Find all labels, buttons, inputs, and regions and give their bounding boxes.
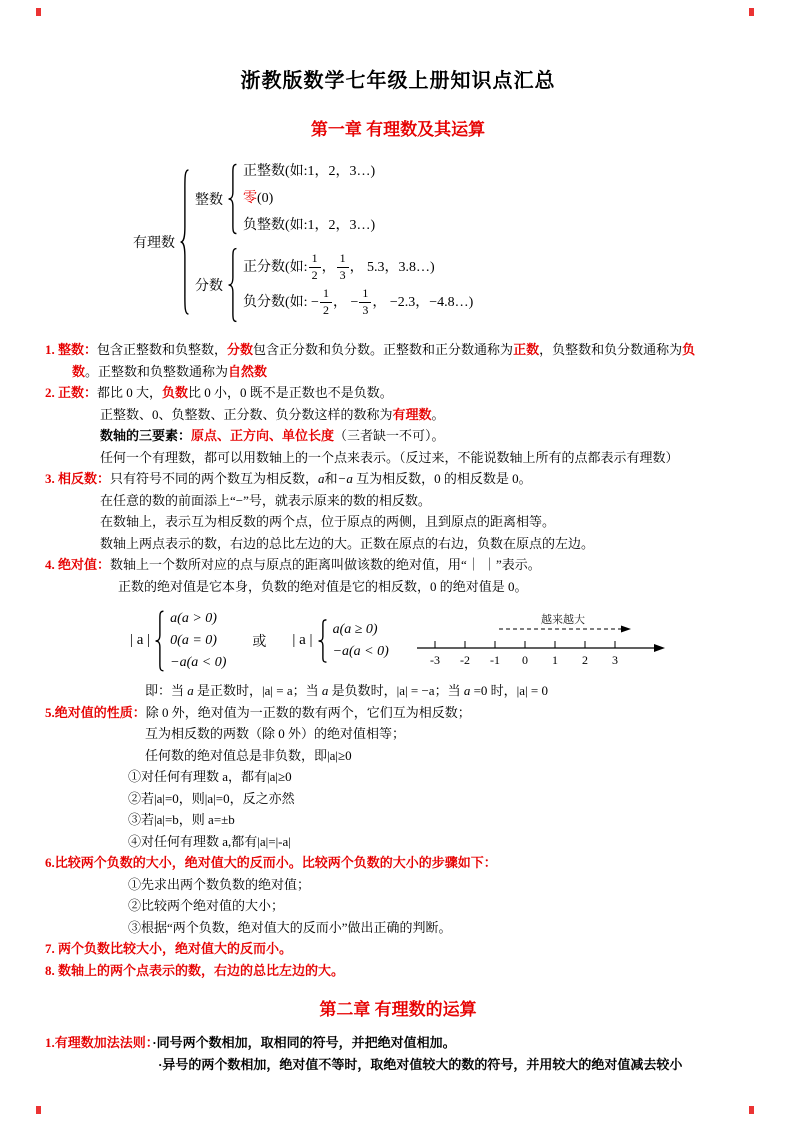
text-segment: ②比较两个绝对值的大小； xyxy=(128,898,285,913)
integer-group-label: 整数 xyxy=(195,192,223,208)
corner-mark xyxy=(749,1106,754,1114)
text-segment: 正数的绝对值是它本身，负数的绝对值是它的相反数，0 的绝对值是 0。 xyxy=(118,578,528,594)
text-segment: |a| = a xyxy=(262,683,293,698)
piecewise-case xyxy=(333,620,389,639)
text-segment: −a(a < 0) xyxy=(170,655,227,670)
text-segment: 负分数(如: − xyxy=(243,294,319,310)
text-segment: 8. 数轴上的两个点表示的数，右边的总比左边的大。 xyxy=(45,962,345,978)
text-segment: a xyxy=(463,683,471,698)
text-segment: ， − xyxy=(332,294,359,310)
text-segment: ④对任何有理数 a,都有|a|=|-a| xyxy=(128,833,291,849)
text-segment: （三者缺一不可）。 xyxy=(334,428,445,443)
number-line-figure xyxy=(415,612,667,670)
svg-text:-1: -1 xyxy=(489,652,500,667)
text-segment: 6.比较两个负数的大小，绝对值大的反而小。比较两个负数的大小的步骤如下： xyxy=(45,855,497,870)
text-segment: ；当 xyxy=(434,683,464,698)
diagram-item xyxy=(243,187,375,210)
curly-brace-icon xyxy=(154,610,165,672)
curly-brace-icon xyxy=(317,619,328,663)
fraction: $\frac{1}{3}$ xyxy=(337,252,349,283)
text-segment: a xyxy=(187,683,194,698)
corner-mark xyxy=(749,8,754,16)
text-line xyxy=(158,1054,751,1076)
text-line xyxy=(128,895,751,917)
text-line xyxy=(45,702,751,724)
classification-diagram xyxy=(133,160,751,323)
text-segment: 原点、正方向、单位长度 xyxy=(191,428,335,443)
diagram-item xyxy=(243,252,473,283)
diagram-root-label: 有理数 xyxy=(133,235,175,251)
text-line xyxy=(100,511,751,533)
piecewise-case xyxy=(170,653,226,672)
diagram-item xyxy=(243,160,375,183)
text-segment: 包含正整数和负整数， xyxy=(97,342,228,357)
text-segment: 自然数 xyxy=(228,363,268,379)
text-segment: |a| = 0 xyxy=(516,683,548,698)
text-segment: 正分数(如: xyxy=(243,260,308,276)
text-line xyxy=(45,554,751,576)
text-segment: −a xyxy=(337,471,353,486)
text-segment: a xyxy=(321,683,329,698)
knowledge-points-part-2 xyxy=(45,680,751,981)
chapter-1-heading: 第一章 有理数及其运算 xyxy=(310,120,486,139)
text-segment: 数轴上一个数所对应的点与原点的距离叫做该数的绝对值，用“｜ ｜”表示。 xyxy=(110,557,541,572)
text-segment: 0(a = 0) xyxy=(170,633,217,648)
text-line xyxy=(45,938,751,960)
text-line xyxy=(145,745,751,767)
text-segment: ①先求出两个数负数的绝对值； xyxy=(128,876,311,892)
text-segment: 负 xyxy=(682,342,696,357)
text-segment: a xyxy=(318,471,325,486)
svg-text:0: 0 xyxy=(521,652,528,667)
text-segment: 负数 xyxy=(162,385,189,400)
text-segment: 包含正分数和负分数。正整数和正分数通称为 xyxy=(253,342,514,357)
piecewise-case xyxy=(170,631,226,650)
diagram-item xyxy=(243,287,473,318)
text-segment: 在任意的数的前面添上“−”号，就表示原来的数的相反数。 xyxy=(100,492,431,508)
page-title: 浙教版数学七年级上册知识点汇总 xyxy=(240,70,556,92)
text-segment: 分数 xyxy=(227,342,254,357)
text-segment: 是负数时， xyxy=(328,683,397,698)
text-segment: 4. 绝对值： xyxy=(45,557,111,572)
fraction: $\frac{1}{2}$ xyxy=(320,287,332,318)
svg-text:3: 3 xyxy=(611,652,618,667)
text-line xyxy=(128,831,751,853)
text-segment: ②若|a|=0，则|a|=0，反之亦然 xyxy=(128,790,295,806)
text-line xyxy=(100,447,751,469)
text-segment: =0 时， xyxy=(470,683,517,698)
text-segment: 互为相反数的两数（除 0 外）的绝对值相等； xyxy=(145,726,406,741)
text-segment: 零 xyxy=(243,191,257,206)
corner-mark xyxy=(36,1106,41,1114)
text-segment: ③根据“两个负数，绝对值大的反而小”做出正确的判断。 xyxy=(128,919,452,935)
text-line xyxy=(45,339,751,361)
text-line xyxy=(145,723,751,745)
text-line xyxy=(100,533,751,555)
text-segment: ③若|a|=b，则 a=±b xyxy=(128,812,235,827)
text-line xyxy=(45,468,751,490)
text-segment: 正数 xyxy=(513,342,540,357)
text-segment: 数轴上两点表示的数，右边的总比左边的大。正数在原点的右边，负数在原点的左边。 xyxy=(100,535,595,551)
text-line xyxy=(128,917,751,939)
text-segment: 正整数、0、负整数、正分数、负分数这样的数称为 xyxy=(100,406,393,422)
text-segment: 3. 相反数： xyxy=(45,471,111,486)
text-segment: ， 5.3，3.8…) xyxy=(349,260,435,276)
corner-mark xyxy=(36,8,41,16)
text-segment: 是正数时， xyxy=(193,683,263,698)
text-segment: ， xyxy=(321,260,336,276)
text-segment: 正整数(如:1，2，3…) xyxy=(243,164,376,179)
piecewise-case xyxy=(333,642,389,661)
knowledge-points-part-3 xyxy=(45,1032,751,1075)
text-segment: ·异号的两个数相加，绝对值不等时，取绝对值较大的数的符号，并用较大的绝对值减去较小 xyxy=(158,1056,683,1072)
chapter-2-heading: 第二章 有理数的运算 xyxy=(319,1000,477,1019)
knowledge-points-part-1 xyxy=(45,339,751,597)
text-segment: 互为相反数，0 的相反数是 0。 xyxy=(352,471,532,486)
svg-text:越来越大: 越来越大 xyxy=(540,613,585,626)
text-segment: 。正整数和负整数通称为 xyxy=(85,363,229,379)
text-segment: ， −2.3，−4.8…) xyxy=(372,294,474,310)
text-segment: 比 0 小，0 既不是正数也不是负数。 xyxy=(188,385,393,400)
fraction-group xyxy=(195,247,473,323)
text-line xyxy=(100,425,751,447)
text-segment: 数轴的三要素： xyxy=(100,428,192,443)
text-segment: a(a > 0) xyxy=(170,611,217,626)
abs-a-symbol: | a | xyxy=(292,632,313,648)
piecewise-definition-1 xyxy=(130,609,226,672)
text-line xyxy=(45,960,751,982)
svg-text:2: 2 xyxy=(581,652,588,667)
text-segment: 任何数的绝对值总是非负数，即|a|≥0 xyxy=(145,747,352,763)
text-segment: ①对任何有理数 a，都有|a|≥0 xyxy=(128,769,292,784)
curly-brace-icon xyxy=(227,247,238,323)
text-segment: 1. 整数： xyxy=(45,342,98,357)
text-line xyxy=(128,788,751,810)
diagram-item xyxy=(243,214,375,237)
text-segment: 负整数(如:1，2，3…) xyxy=(243,218,376,233)
text-segment: 有理数 xyxy=(392,406,432,422)
svg-text:-3: -3 xyxy=(429,652,440,667)
absolute-value-definitions xyxy=(130,609,751,672)
text-segment: 1.有理数加法法则： xyxy=(45,1035,153,1050)
text-segment: 和 xyxy=(324,471,338,486)
text-segment: a(a ≥ 0) xyxy=(332,622,378,637)
svg-text:1: 1 xyxy=(551,652,558,667)
text-line xyxy=(45,382,751,404)
text-segment: 。 xyxy=(431,406,445,422)
text-segment: 都比 0 大， xyxy=(97,385,163,400)
text-segment: (0) xyxy=(257,191,274,206)
text-segment: −a(a < 0) xyxy=(332,644,389,659)
integer-group xyxy=(195,160,473,237)
fraction: $\frac{1}{2}$ xyxy=(309,252,321,283)
piecewise-case xyxy=(170,609,226,628)
text-segment: 在数轴上，表示互为相反数的两个点，位于原点的两侧，且到原点的距离相等。 xyxy=(100,514,556,529)
curly-brace-icon xyxy=(227,163,238,235)
text-line xyxy=(128,766,751,788)
text-segment: ·同号两个数相加，取相同的符号，并把绝对值相加。 xyxy=(152,1035,456,1050)
text-segment: |a| = −a xyxy=(396,683,435,698)
text-line xyxy=(128,874,751,896)
fraction: $\frac{1}{3}$ xyxy=(359,287,371,318)
curly-brace-icon xyxy=(179,167,190,317)
text-segment: 2. 正数： xyxy=(45,385,98,400)
svg-text:-2: -2 xyxy=(459,652,470,667)
text-segment: ；当 xyxy=(292,683,322,698)
text-line xyxy=(128,809,751,831)
text-line xyxy=(118,576,751,598)
text-line xyxy=(145,680,751,702)
piecewise-definition-2 xyxy=(292,619,388,663)
text-segment: ，负整数和负分数通称为 xyxy=(539,342,683,357)
abs-a-symbol: | a | xyxy=(130,632,151,648)
text-line xyxy=(72,361,751,383)
text-segment: 只有符号不同的两个数互为相反数， xyxy=(110,471,319,486)
text-segment: 5.绝对值的性质： xyxy=(45,704,146,720)
text-segment: 7. 两个负数比较大小，绝对值大的反而小。 xyxy=(45,941,293,956)
text-segment: 数 xyxy=(72,363,86,379)
text-segment: 除 0 外，绝对值为一正数的数有两个，它们互为相反数； xyxy=(145,704,471,720)
fraction-group-label: 分数 xyxy=(195,279,223,294)
text-segment: 任何一个有理数，都可以用数轴上的一个点来表示。（反过来，不能说数轴上所有的点都表示有理数） xyxy=(100,449,679,465)
text-line xyxy=(100,490,751,512)
text-line xyxy=(100,404,751,426)
text-line xyxy=(45,852,751,874)
text-segment: 即：当 xyxy=(145,683,188,698)
text-line xyxy=(45,1032,751,1054)
or-label: 或 xyxy=(252,634,267,650)
